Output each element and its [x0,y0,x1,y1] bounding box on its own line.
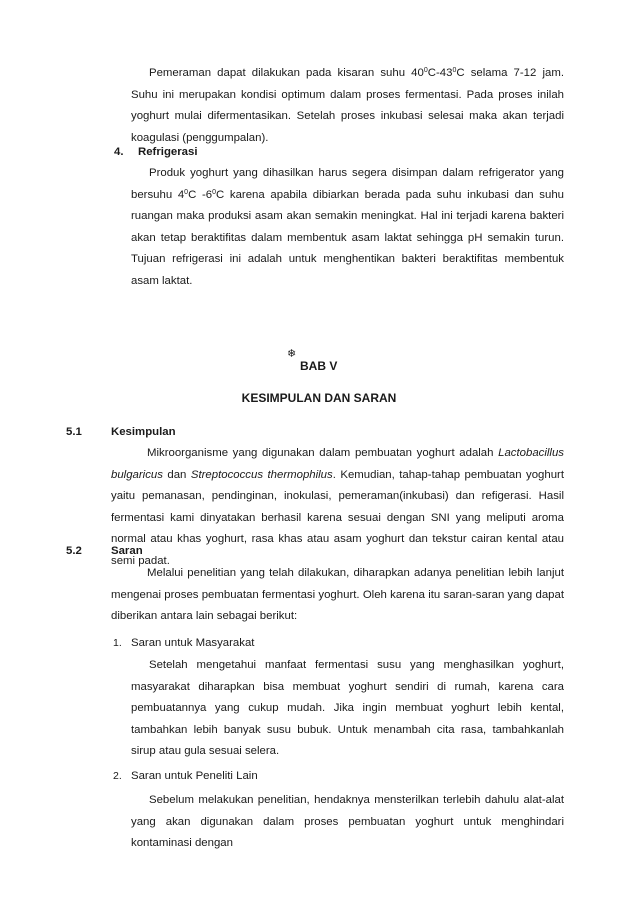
pemeraman-paragraph: Pemeraman dapat dilakukan pada kisaran suhu $40^0C-43^0C$ selama 7-12 jam. Suhu ini merupakan kondisi optimum dalam proses fermentasi. Pada proses inilah yoghurt mulai difermentasikan. Setelah proses inkubasi selesai maka akan terjadi koagulasi (penggumpalan). [131,67,564,144]
saran-item-1-number: 1. [113,637,122,649]
section-5-2-title: Saran [111,545,143,557]
chapter-number: BAB V [300,359,338,373]
section-5-1-title: Kesimpulan [111,426,176,438]
saran-intro-paragraph: Melalui penelitian yang telah dilakukan, diharapkan adanya penelitian lebih lanjut mengenai proses pembuatan fermentasi yoghurt. Oleh karena itu saran-saran yang dapat diberikan antara lain sebagai berikut: [111,567,564,623]
section-5-1-number: 5.1 [66,426,82,438]
refrigerasi-paragraph: Produk yoghurt yang dihasilkan harus segera disimpan dalam refrigerator yang bersuhu $4^0C$ $-6^0C$ karena apabila dibiarkan berada pada suhu inkubasi dan suhu ruangan maka produksi asam akan semakin meningkat. Hal ini terjadi karena bakteri akan tetap beraktifitas dalam membentuk asam laktat sehingga pH semakin turun. Tujuan refrigerasi ini adalah untuk menghentikan bakteri beraktifitas membentuk asam laktat. [131,167,564,287]
saran-item-2-paragraph: Sebelum melakukan penelitian, hendaknya mensterilkan terlebih dahulu alat-alat yang akan digunakan dalam proses pembuatan yoghurt untuk menghindari kontaminasi dengan [131,794,564,850]
refrigerasi-number: 4. [114,146,124,158]
saran-item-1-title: Saran untuk Masyarakat [131,637,255,649]
saran-item-1-paragraph: Setelah mengetahui manfaat fermentasi susu yang menghasilkan yoghurt, masyarakat diharapkan bisa membuat yoghurt sendiri di rumah, karena cara pembuatannya yang cukup mudah. Jika ingin membuat yoghurt lebih kental, tambahkan lebih banyak susu bubuk. Untuk menambah cita rasa, tambahkanlah sirup atau gula sesuai selera. [131,659,564,758]
saran-item-2-title: Saran untuk Peneliti Lain [131,770,258,782]
refrigerasi-heading: Refrigerasi [138,146,198,158]
chapter-title: KESIMPULAN DAN SARAN [241,391,397,405]
snowflake-icon: ❄ [287,348,297,360]
section-5-2-number: 5.2 [66,545,82,557]
kesimpulan-paragraph: Mikroorganisme yang digunakan dalam pembuatan yoghurt adalah Lactobacillus bulgaricus dan Streptococcus thermophilus. Kemudian, tahap-tahap pembuatan yoghurt yaitu pemanasan, pendinginan, inokulasi, pemeraman(inkubasi) dan refigerasi. Hasil fermentasi kami dinyatakan berhasil karena sesuai dengan SNI yang meliputi aroma normal atau khas yoghurt, rasa khas atau asam yoghurt dan tekstur cairan kental atau semi padat. [111,447,564,567]
saran-item-2-number: 2. [113,770,122,782]
